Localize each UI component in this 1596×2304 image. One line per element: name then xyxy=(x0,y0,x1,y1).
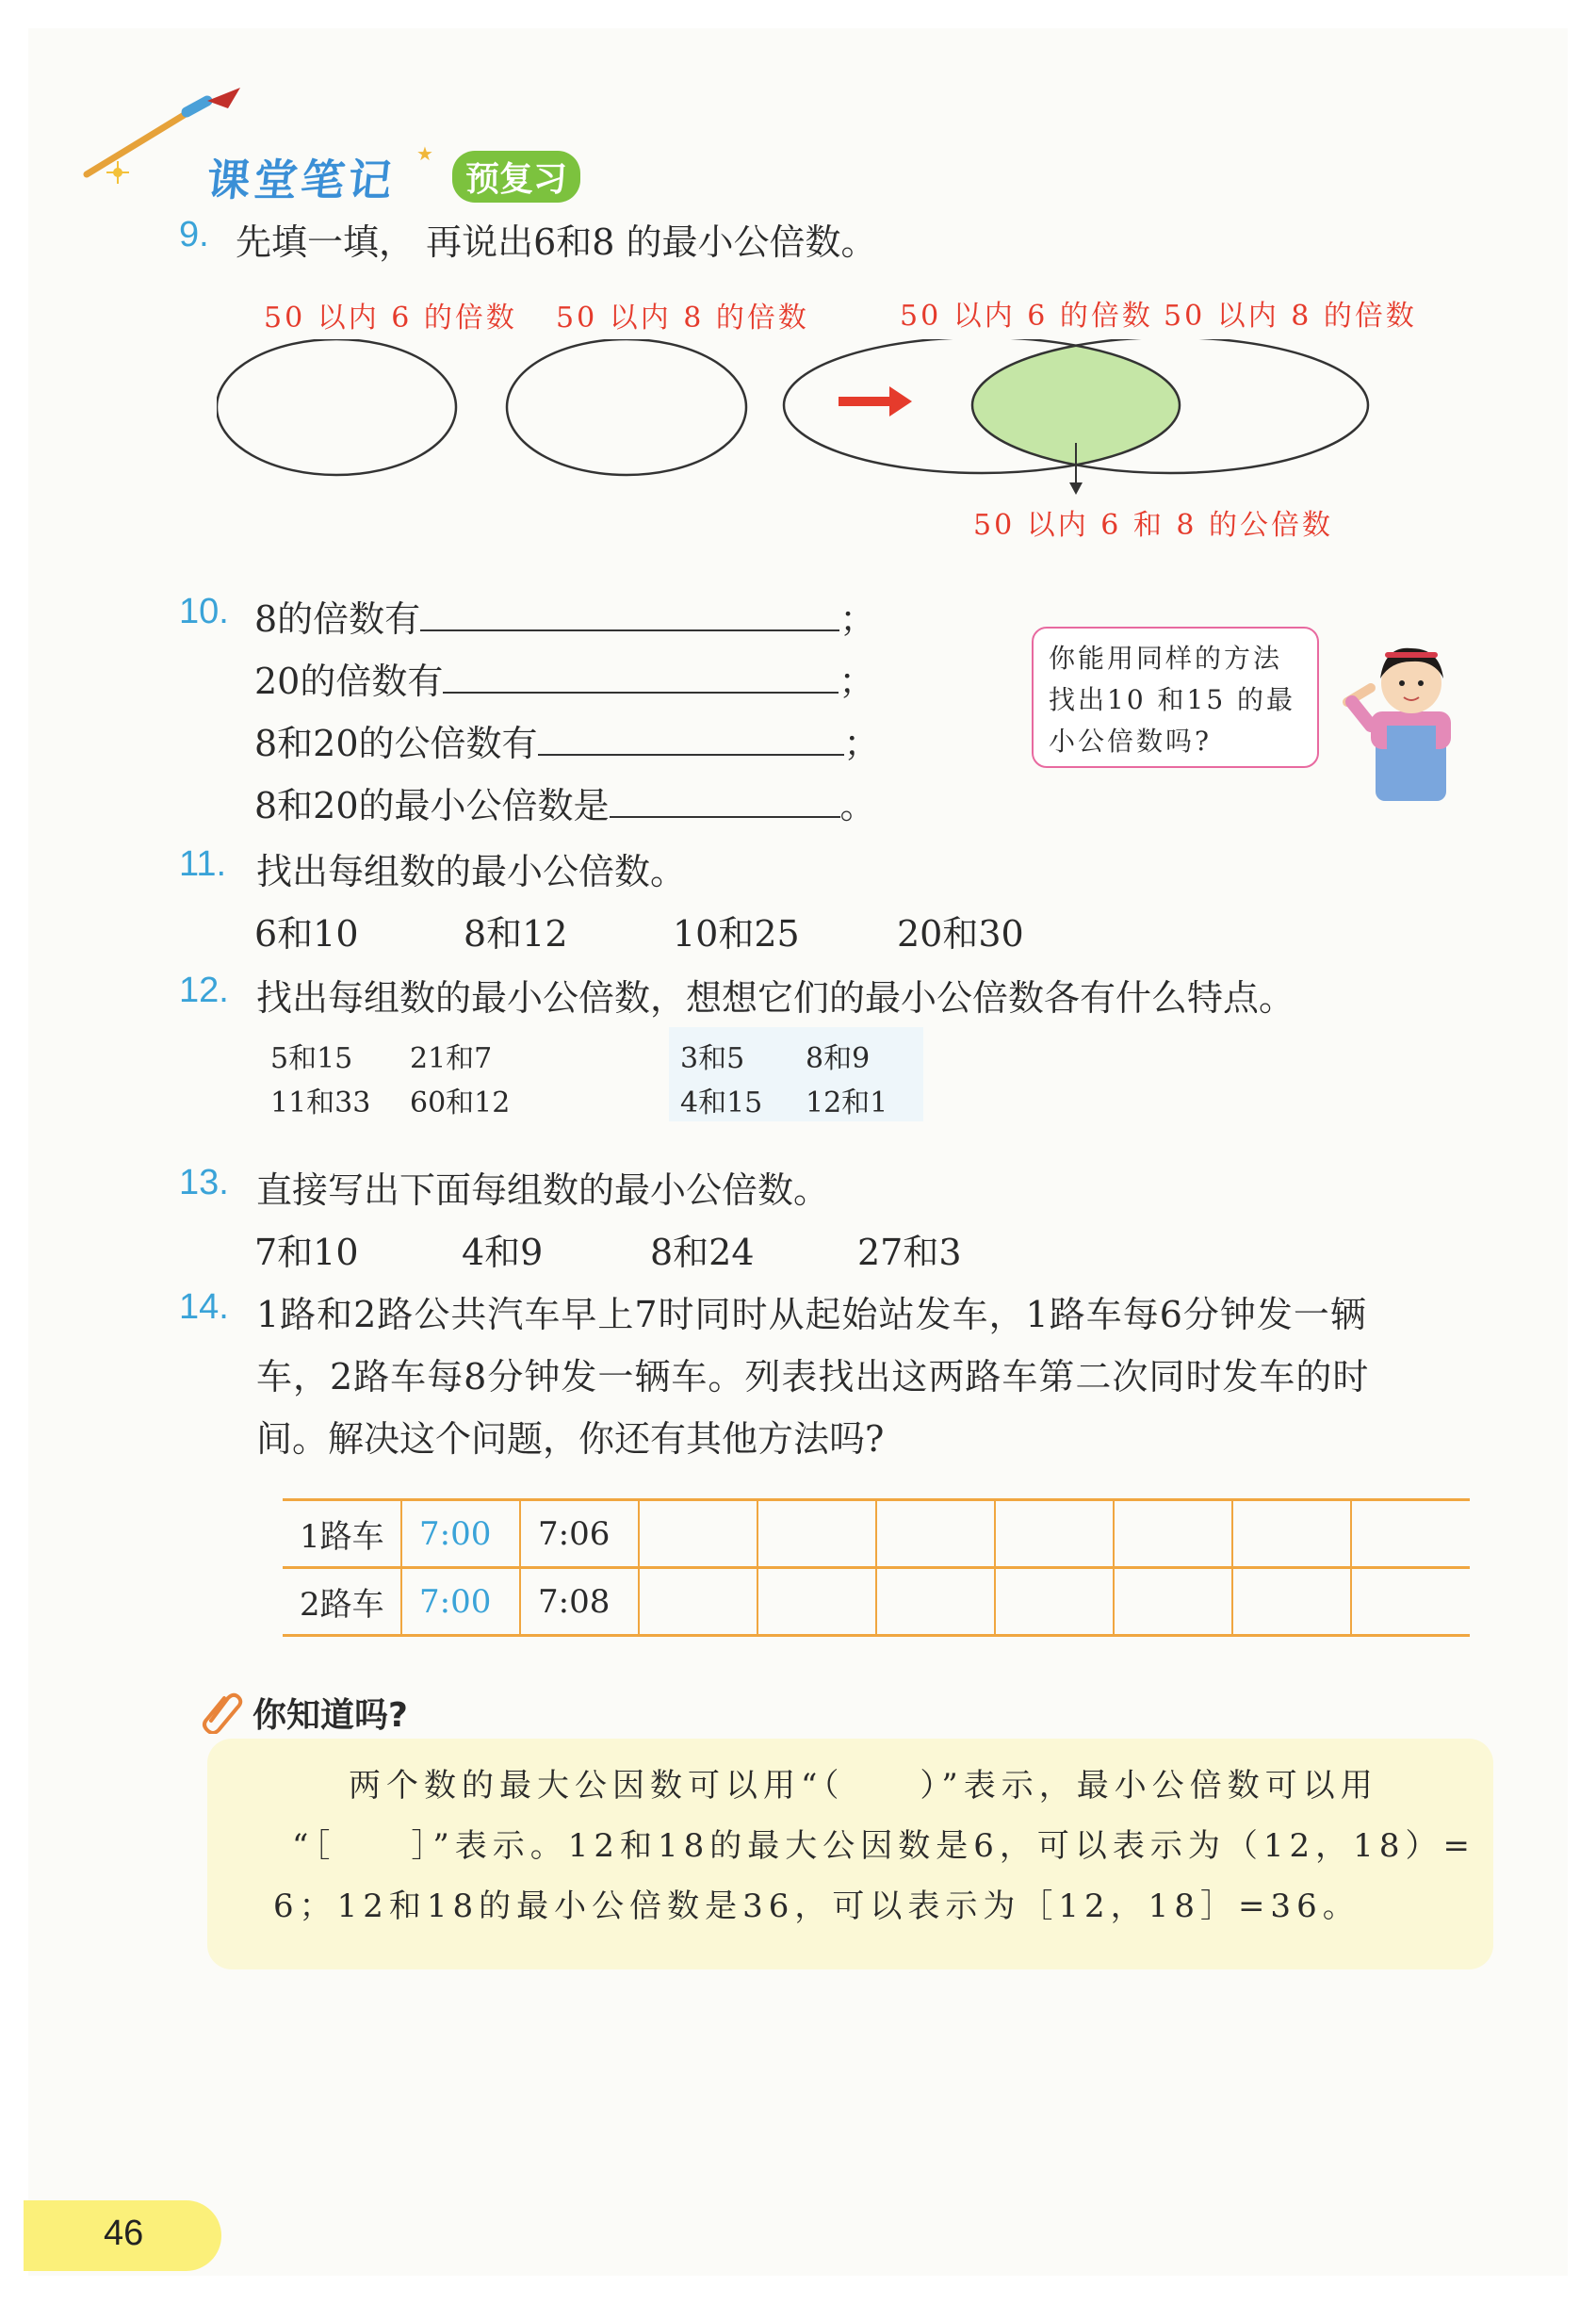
q9-number: 9. xyxy=(179,215,209,254)
answer-blank-3[interactable] xyxy=(538,726,844,756)
bubble-line-1: 你能用同样的方法 xyxy=(1049,643,1283,674)
q11-pair-2: 8和12 xyxy=(464,913,568,955)
q10-line-4-label: 8和20的最小公倍数是 xyxy=(254,785,610,826)
q13-number: 13. xyxy=(179,1163,229,1202)
venn-diagrams xyxy=(217,339,1498,528)
arrow-right-icon xyxy=(839,384,914,422)
venn-label-6-left: 50 以内 6 的倍数 xyxy=(264,302,517,335)
bubble-line-3: 小公倍数吗? xyxy=(1049,726,1213,757)
venn-label-8-left: 50 以内 8 的倍数 xyxy=(556,302,809,335)
empty-cell[interactable] xyxy=(876,1568,995,1636)
q14-line-2: 车，2路车每8分钟发一辆车。列表找出这两路车第二次同时发车的时 xyxy=(256,1356,1370,1397)
q14-line-1: 1路和2路公共汽车早上7时同时从起始站发车，1路车每6分钟发一辆 xyxy=(256,1294,1367,1335)
empty-cell[interactable] xyxy=(757,1500,876,1568)
know-box xyxy=(207,1739,1493,1969)
empty-cell[interactable] xyxy=(639,1568,757,1636)
q11-pair-1: 6和10 xyxy=(254,913,359,955)
semicolon: ； xyxy=(839,598,876,640)
time-cell: 7:00 xyxy=(401,1500,520,1568)
q11-pair-4: 20和30 xyxy=(897,913,1024,955)
q10-line-3 xyxy=(254,714,880,766)
bubble-line-2: 找出10 和15 的最 xyxy=(1049,684,1296,715)
group2-item: 8和9 xyxy=(806,1042,871,1075)
paperclip-icon xyxy=(198,1687,245,1738)
q12-group-1 xyxy=(259,1027,598,1121)
semicolon: ； xyxy=(839,661,875,702)
empty-cell[interactable] xyxy=(995,1568,1114,1636)
group1-item: 11和33 xyxy=(270,1087,371,1119)
page-number: 46 xyxy=(104,2214,144,2253)
empty-cell[interactable] xyxy=(1114,1568,1232,1636)
time-cell: 7:00 xyxy=(401,1568,520,1636)
know-title: 你知道吗? xyxy=(252,1696,408,1735)
period: 。 xyxy=(839,785,876,826)
speech-bubble xyxy=(1032,627,1319,768)
q10-line-3-label: 8和20的公倍数有 xyxy=(254,723,538,764)
empty-cell[interactable] xyxy=(639,1500,757,1568)
know-paragraph-1: 两个数的最大公因数可以用“（ ）”表示，最小公倍数可以用 xyxy=(349,1767,1378,1805)
venn-label-8-right: 50 以内 8 的倍数 xyxy=(1164,300,1417,333)
girl-illustration xyxy=(1328,631,1470,820)
q10-line-1-label: 8的倍数有 xyxy=(254,598,421,640)
q10-line-1 xyxy=(254,590,875,642)
q13-pair-1: 7和10 xyxy=(254,1232,359,1273)
empty-cell[interactable] xyxy=(1114,1500,1232,1568)
page-number-badge xyxy=(24,2200,221,2271)
know-paragraph-2: “［ ］”表示。12和18的最大公因数是6，可以表示为（12，18）= xyxy=(292,1827,1475,1865)
empty-cell[interactable] xyxy=(1351,1500,1470,1568)
know-paragraph-3: 6；12和18的最小公倍数是36，可以表示为［12，18］=36。 xyxy=(273,1887,1360,1925)
group2-item: 3和5 xyxy=(680,1042,745,1075)
empty-cell[interactable] xyxy=(1351,1568,1470,1636)
group1-item: 21和7 xyxy=(410,1042,493,1075)
answer-blank-1[interactable] xyxy=(420,601,839,631)
table-row xyxy=(283,1500,1470,1568)
q13-pair-3: 8和24 xyxy=(650,1232,755,1273)
row-label: 1路车 xyxy=(283,1500,401,1568)
bus-schedule-table xyxy=(283,1498,1470,1637)
time-cell: 7:06 xyxy=(520,1500,639,1568)
q11-number: 11. xyxy=(179,844,227,884)
group1-item: 60和12 xyxy=(410,1087,511,1119)
q12-number: 12. xyxy=(179,971,229,1010)
row-label: 2路车 xyxy=(283,1568,401,1636)
empty-cell[interactable] xyxy=(1232,1500,1351,1568)
q13-pair-2: 4和9 xyxy=(462,1232,544,1273)
answer-blank-4[interactable] xyxy=(610,788,840,818)
venn-label-6-right: 50 以内 6 的倍数 xyxy=(900,300,1153,333)
ellipse-multiples-of-8 xyxy=(507,339,746,475)
group1-item: 5和15 xyxy=(270,1042,353,1075)
header-title: 课堂笔记 xyxy=(204,155,399,205)
venn-label-common: 50 以内 6 和 8 的公倍数 xyxy=(973,509,1334,542)
q10-line-2-label: 20的倍数有 xyxy=(254,661,444,702)
group2-item: 4和15 xyxy=(680,1087,763,1119)
q13-prompt: 直接写出下面每组数的最小公倍数。 xyxy=(256,1169,830,1211)
q13-pair-4: 27和3 xyxy=(857,1232,962,1273)
q10-line-4 xyxy=(254,776,876,828)
empty-cell[interactable] xyxy=(757,1568,876,1636)
answer-blank-2[interactable] xyxy=(443,663,839,694)
group2-item: 12和1 xyxy=(806,1087,888,1119)
q11-prompt: 找出每组数的最小公倍数。 xyxy=(256,851,687,892)
table-row xyxy=(283,1568,1470,1636)
q12-group-2 xyxy=(669,1027,923,1121)
q11-pair-3: 10和25 xyxy=(673,913,800,955)
empty-cell[interactable] xyxy=(995,1500,1114,1568)
q10-line-2 xyxy=(254,652,874,704)
header-badge: 预复习 xyxy=(452,151,580,203)
q10-number: 10. xyxy=(179,592,229,631)
q9-prompt: 先填一填， 再说出6和8 的最小公倍数。 xyxy=(236,221,877,263)
q12-prompt: 找出每组数的最小公倍数，想想它们的最小公倍数各有什么特点。 xyxy=(256,977,1295,1019)
textbook-page xyxy=(28,28,1568,2276)
time-cell: 7:08 xyxy=(520,1568,639,1636)
ellipse-multiples-of-6 xyxy=(217,339,456,475)
empty-cell[interactable] xyxy=(876,1500,995,1568)
q14-number: 14. xyxy=(179,1287,229,1327)
q14-line-3: 间。解决这个问题，你还有其他方法吗? xyxy=(256,1418,885,1460)
empty-cell[interactable] xyxy=(1232,1568,1351,1636)
semicolon: ； xyxy=(843,723,880,764)
star-icon: ★ xyxy=(416,142,433,165)
